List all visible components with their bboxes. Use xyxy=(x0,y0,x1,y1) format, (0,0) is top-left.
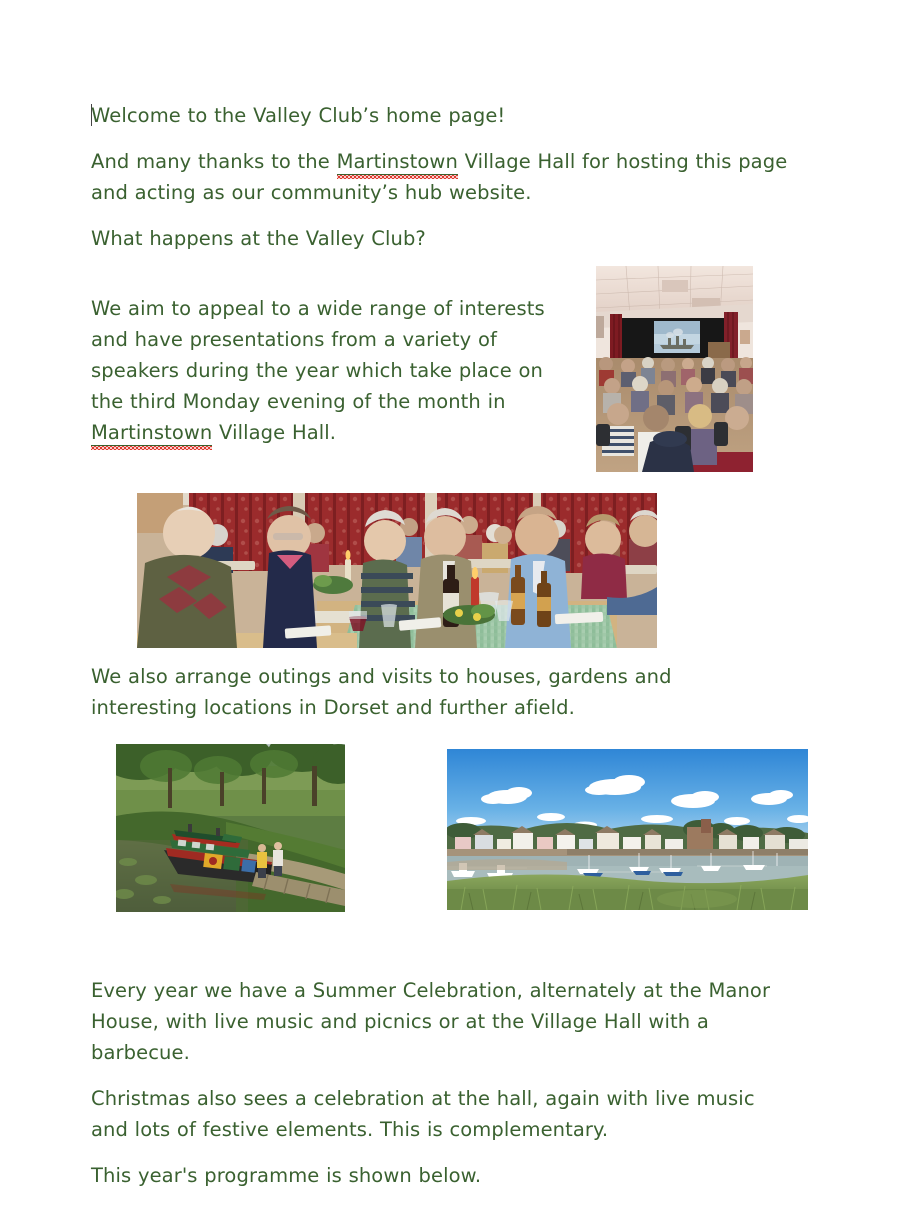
paragraph-outings-text: We also arrange outings and visits to houses, gardens and interesting locations in Dorset and further afield. xyxy=(91,665,672,719)
image-harbour-town[interactable] xyxy=(447,749,808,910)
paragraph-christmas xyxy=(91,1083,791,1145)
harbour-town-artwork xyxy=(447,749,808,910)
paragraph-christmas-text: Christmas also sees a celebration at the hall, again with live music and lots of festive elements. This is complementary. xyxy=(91,1087,755,1141)
paragraph-thanks xyxy=(91,146,807,208)
paragraph-thanks-text-after: Village Hall for hosting this page and acting as our community’s hub website. xyxy=(91,150,788,204)
hall-presentation-artwork xyxy=(596,266,753,472)
paragraph-outings xyxy=(91,661,781,723)
misspelled-word-martinstown[interactable]: Martinstown xyxy=(336,150,458,173)
paragraph-summer-text: Every year we have a Summer Celebration, alternately at the Manor House, with live music and picnics or at the Village Hall with a barbecue. xyxy=(91,979,771,1064)
misspelled-word-martinstown-2[interactable]: Martinstown xyxy=(91,421,213,444)
paragraph-we-aim-text-before: We aim to appeal to a wide range of interests and have presentations from a variety of speakers during the year which take place on the third Monday evening of the month in xyxy=(91,297,545,413)
paragraph-programme xyxy=(91,1160,807,1191)
paragraph-what-happens-text: What happens at the Valley Club? xyxy=(91,227,426,250)
image-dinner-gathering[interactable] xyxy=(137,493,657,648)
paragraph-thanks-text-before: And many thanks to the xyxy=(91,150,337,173)
paragraph-we-aim-text-after: Village Hall. xyxy=(212,421,337,444)
paragraph-welcome xyxy=(91,100,807,131)
dinner-gathering-artwork xyxy=(137,493,657,648)
canal-narrowboat-artwork xyxy=(116,744,345,912)
paragraph-what-happens xyxy=(91,223,807,254)
image-hall-presentation[interactable] xyxy=(596,266,753,472)
image-canal-narrowboat[interactable] xyxy=(116,744,345,912)
paragraph-programme-text: This year's programme is shown below. xyxy=(91,1164,482,1187)
paragraph-we-aim xyxy=(91,293,581,448)
paragraph-summer xyxy=(91,975,807,1068)
paragraph-welcome-text: Welcome to the Valley Club’s home page! xyxy=(91,104,506,127)
